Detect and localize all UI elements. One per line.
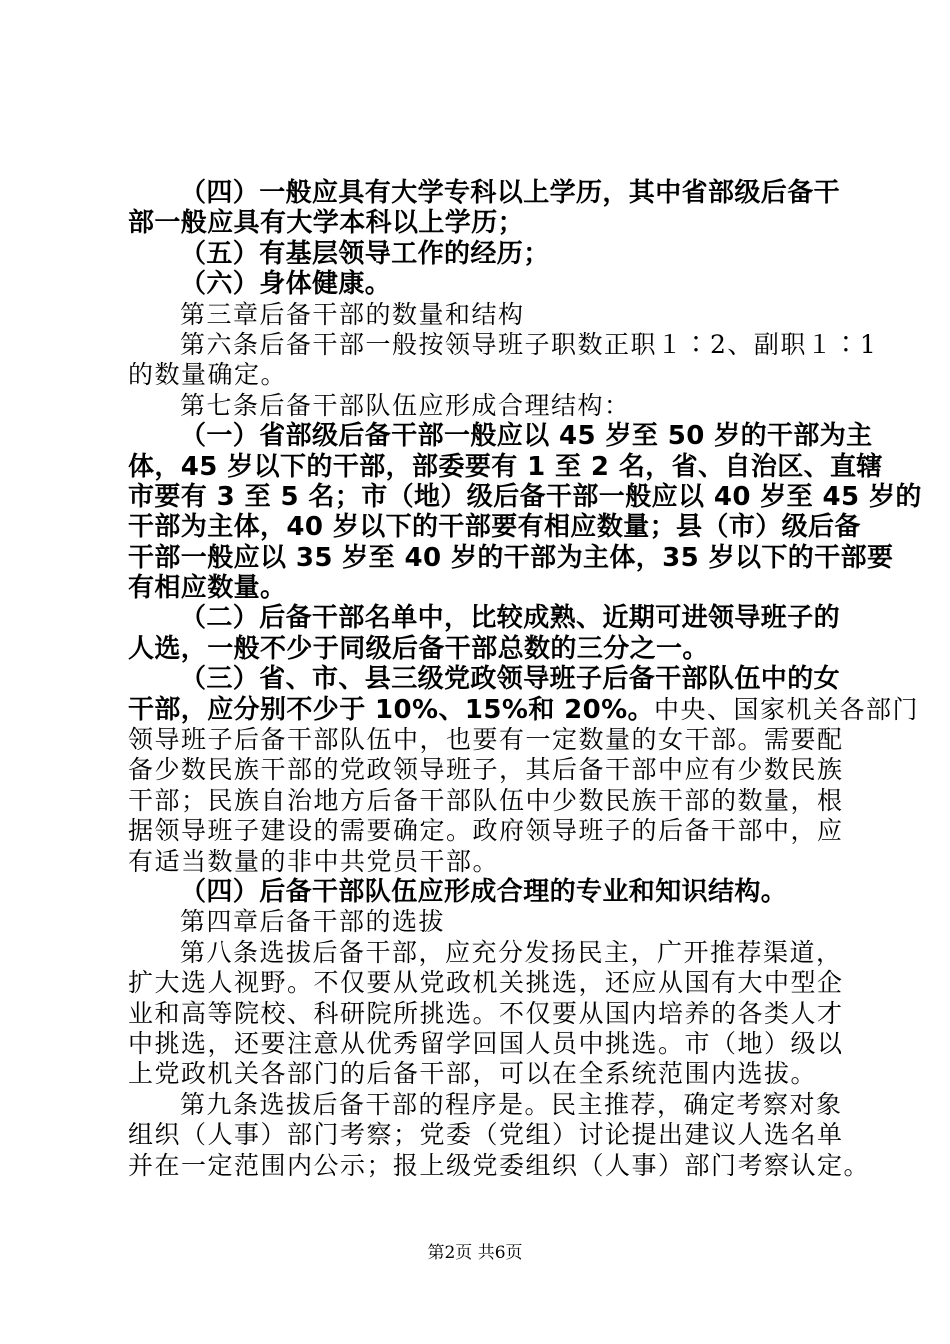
text-line-content: 第八条选拔后备干部，应充分发扬民主，广开推荐渠道， bbox=[180, 937, 843, 967]
text-line bbox=[128, 451, 883, 482]
text-line bbox=[128, 755, 844, 785]
text-line-content: 第三章后备干部的数量和结构 bbox=[180, 299, 525, 329]
text-line-content: 有适当数量的非中共党员干部。 bbox=[128, 846, 500, 876]
text-line bbox=[128, 269, 838, 299]
text-line bbox=[128, 725, 844, 755]
text-line-content: 领导班子后备干部队伍中，也要有一定数量的女干部。需要配 bbox=[128, 725, 844, 755]
text-line-content: 第九条选拔后备干部的程序是。民主推荐，确定考察对象 bbox=[180, 1089, 843, 1119]
text-line-content: 扩大选人视野。不仅要从党政机关挑选，还应从国有大中型企 bbox=[128, 968, 844, 998]
text-line-content: 第四章后备干部的选拔 bbox=[180, 907, 446, 937]
text-line-content: 体，45 岁以下的干部，部委要有 1 至 2 名，省、自治区、直辖 bbox=[128, 451, 883, 482]
text-line bbox=[128, 937, 843, 968]
text-line bbox=[128, 816, 844, 846]
text-line bbox=[128, 391, 838, 421]
text-line-content: （四）后备干部队伍应形成合理的专业和知识结构。 bbox=[180, 876, 788, 907]
text-line bbox=[128, 968, 844, 998]
text-line-content: 组织（人事）部门考察；党委（党组）讨论提出建议人选名单 bbox=[128, 1120, 844, 1150]
text-line-content: 部一般应具有大学本科以上学历； bbox=[128, 208, 525, 239]
text-line bbox=[128, 998, 844, 1029]
text-line bbox=[128, 1028, 844, 1059]
text-line bbox=[128, 512, 861, 543]
text-line-content: 有相应数量。 bbox=[128, 573, 287, 604]
text-line-content: 备少数民族干部的党政领导班子，其后备干部中应有少数民族 bbox=[128, 755, 844, 785]
text-line bbox=[128, 178, 841, 208]
page-footer: 第2页 共6页 bbox=[427, 1243, 523, 1263]
text-line-content: 市要有 3 至 5 名；市（地）级后备干部一般应以 40 岁至 45 岁的 bbox=[128, 481, 922, 512]
text-line bbox=[128, 664, 841, 695]
text-line-content: 干部；民族自治地方后备干部队伍中少数民族干部的数量，根 bbox=[128, 785, 844, 815]
text-line bbox=[128, 300, 838, 330]
text-line bbox=[128, 877, 838, 907]
text-line bbox=[128, 634, 838, 664]
text-line bbox=[128, 208, 838, 238]
text-line-content: 据领导班子建设的需要确定。政府领导班子的后备干部中，应 bbox=[128, 816, 844, 846]
document-body bbox=[128, 178, 922, 1181]
text-line bbox=[128, 1089, 843, 1120]
text-line-content: 第七条后备干部队伍应形成合理结构： bbox=[180, 390, 631, 420]
text-line-content: （一）省部级后备干部一般应以 45 岁至 50 岁的干部为主 bbox=[180, 421, 873, 452]
text-line-content: 干部为主体，40 岁以下的干部要有相应数量；县（市）级后备 bbox=[128, 512, 861, 543]
text-line-content: 业和高等院校、科研院所挑选。不仅要从国内培养的各类人才 bbox=[128, 998, 844, 1028]
text-line bbox=[128, 542, 894, 573]
text-line bbox=[128, 847, 838, 877]
text-line-content: （四）一般应具有大学专科以上学历，其中省部级后备干 bbox=[180, 178, 841, 208]
text-line-content: 并在一定范围内公示；报上级党委组织（人事）部门考察认定。 bbox=[128, 1150, 871, 1180]
text-line-content: 人选，一般不少于同级后备干部总数的三分之一。 bbox=[128, 633, 709, 664]
text-line-content: （三）省、市、县三级党政领导班子后备干部队伍中的女 bbox=[180, 664, 841, 695]
text-line bbox=[128, 1150, 871, 1181]
text-line-content: 干部一般应以 35 岁至 40 岁的干部为主体，35 岁以下的干部要 bbox=[128, 542, 894, 573]
text-line-content: （二）后备干部名单中，比较成熟、近期可进领导班子的 bbox=[180, 603, 841, 634]
text-line-content: （五）有基层领导工作的经历； bbox=[180, 238, 550, 269]
text-line bbox=[128, 329, 878, 360]
text-line-content: 干部，应分别不少于 10%、15%和 20%。 bbox=[128, 694, 655, 725]
text-line bbox=[128, 1120, 844, 1150]
text-line bbox=[128, 1059, 838, 1089]
text-line-content: （六）身体健康。 bbox=[180, 269, 392, 300]
text-line bbox=[128, 360, 838, 390]
text-line-content: 的数量确定。 bbox=[128, 360, 288, 390]
text-line bbox=[128, 481, 922, 512]
text-line bbox=[128, 239, 838, 269]
text-line-content: 中挑选，还要注意从优秀留学回国人员中挑选。市（地）级以 bbox=[128, 1028, 844, 1058]
text-line bbox=[128, 785, 844, 816]
text-line bbox=[128, 573, 838, 603]
text-line bbox=[128, 694, 920, 725]
text-line-content: 第六条后备干部一般按领导班子职数正职１∶2、副职１∶1 bbox=[180, 329, 878, 359]
text-line bbox=[128, 421, 873, 452]
text-line bbox=[128, 907, 838, 937]
text-line bbox=[128, 603, 841, 634]
text-line-tail: 中央、国家机关各部门 bbox=[654, 694, 920, 724]
text-line-content: 上党政机关各部门的后备干部，可以在全系统范围内选拔。 bbox=[128, 1059, 818, 1089]
